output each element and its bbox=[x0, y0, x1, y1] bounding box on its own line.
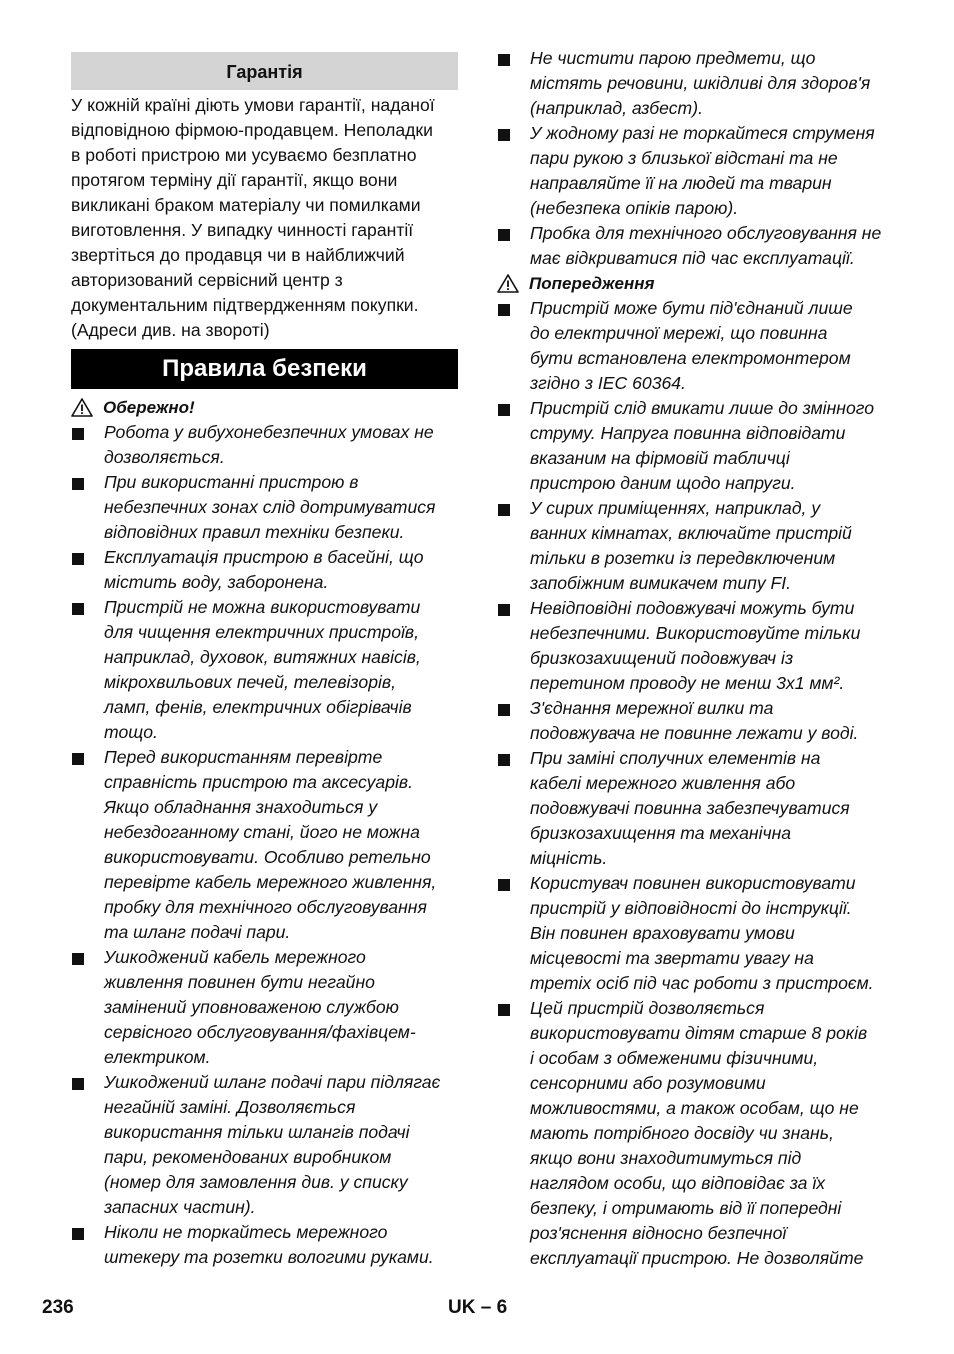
safety-list-item bbox=[497, 596, 889, 696]
safety-item-line: пристрій у відповідності до інструкції. bbox=[530, 898, 852, 918]
safety-list-item bbox=[71, 470, 458, 545]
safety-item-line: для чищення електричних пристроїв, bbox=[104, 622, 419, 642]
safety-item-line: живлення повинен бути негайно bbox=[104, 972, 375, 992]
safety-item-line: перевірте кабель мережного живлення, bbox=[104, 872, 437, 892]
safety-list-item bbox=[497, 121, 889, 221]
safety-item-line: Якщо обладнання знаходиться у bbox=[104, 797, 378, 817]
safety-list-item bbox=[497, 296, 889, 396]
safety-item-line: бути встановлена електромонтером bbox=[530, 348, 851, 368]
safety-item-line: мають потрібного досвіду чи знань, bbox=[530, 1123, 834, 1143]
safety-item-line: Він повинен враховувати умови bbox=[530, 923, 795, 943]
safety-item-line: перетином проводу не менш 3x1 мм². bbox=[530, 673, 845, 693]
safety-item-line: експлуатації пристрою. Не дозволяйте bbox=[530, 1248, 864, 1268]
warranty-line: авторизований сервісний центр з bbox=[71, 270, 343, 290]
safety-item-line: Робота у вибухонебезпечних умовах не bbox=[104, 422, 434, 442]
warranty-text bbox=[71, 93, 458, 343]
safety-item-line: використання тільки шлангів подачі bbox=[104, 1122, 410, 1142]
safety-item-line: містять речовини, шкідливі для здоров'я bbox=[530, 73, 871, 93]
safety-item-line: При використанні пристрою в bbox=[104, 472, 359, 492]
safety-list-item bbox=[497, 396, 889, 496]
safety-item-line: штекеру та розетки вологими руками. bbox=[104, 1247, 434, 1267]
safety-list-item bbox=[71, 1220, 458, 1270]
safety-item-line: ламп, фенів, електричних обігрівачів bbox=[104, 697, 412, 717]
right-column bbox=[497, 46, 889, 1271]
warning-triangle-icon bbox=[71, 398, 93, 417]
safety-list-item bbox=[497, 746, 889, 871]
safety-item-line: тільки в розетки із передвключеним bbox=[530, 548, 836, 568]
square-bullet-icon bbox=[498, 229, 510, 241]
safety-item-line: третіх осіб під час роботи з пристроєм. bbox=[530, 973, 874, 993]
safety-list-item bbox=[497, 46, 889, 121]
warning-triangle-icon bbox=[497, 274, 519, 293]
square-bullet-icon bbox=[498, 604, 510, 616]
safety-item-line: Пристрій не можна використовувати bbox=[104, 597, 421, 617]
safety-list-item bbox=[497, 696, 889, 746]
page-number: 236 bbox=[42, 1297, 74, 1318]
warranty-line: протягом терміну дії гарантії, якщо вони bbox=[71, 170, 398, 190]
warranty-line: виготовлення. У випадку чинності гарантії bbox=[71, 220, 414, 240]
square-bullet-icon bbox=[72, 1228, 84, 1240]
safety-item-line: якщо вони знаходитимуться під bbox=[530, 1148, 802, 1168]
safety-item-line: міцність. bbox=[530, 848, 608, 868]
safety-item-line: Пробка для технічного обслуговування не bbox=[530, 223, 882, 243]
safety-item-line: небезпечними. Використовуйте тільки bbox=[530, 623, 861, 643]
safety-item-line: пари рукою з близької відстані та не bbox=[530, 148, 838, 168]
safety-item-line: Цей пристрій дозволяється bbox=[530, 998, 765, 1018]
safety-item-line: Експлуатація пристрою в басейні, що bbox=[104, 547, 424, 567]
safety-item-line: до електричної мережі, що повинна bbox=[530, 323, 828, 343]
safety-item-line: Пристрій слід вмикати лише до змінного bbox=[530, 398, 874, 418]
square-bullet-icon bbox=[498, 704, 510, 716]
square-bullet-icon bbox=[72, 478, 84, 490]
safety-item-line: використовувати дітям старше 8 років bbox=[530, 1023, 868, 1043]
safety-list-item bbox=[497, 871, 889, 996]
safety-item-line: електриком. bbox=[104, 1047, 211, 1067]
safety-item-line: У жодному разі не торкайтеся струменя bbox=[530, 123, 875, 143]
safety-item-line: направляйте її на людей та тварин bbox=[530, 173, 832, 193]
safety-item-line: містить воду, заборонена. bbox=[104, 572, 329, 592]
square-bullet-icon bbox=[72, 953, 84, 965]
safety-item-line: тощо. bbox=[104, 722, 158, 742]
safety-item-line: (номер для замовлення див. у списку bbox=[104, 1172, 408, 1192]
safety-item-line: вказаним на фірмовій табличці bbox=[530, 448, 790, 468]
safety-item-line: Перед використанням перевірте bbox=[104, 747, 383, 767]
safety-item-line: наприклад, духовок, витяжних навісів, bbox=[104, 647, 421, 667]
caution-label bbox=[71, 395, 458, 420]
safety-item-line: (наприклад, азбест). bbox=[530, 98, 703, 118]
square-bullet-icon bbox=[498, 304, 510, 316]
square-bullet-icon bbox=[72, 753, 84, 765]
safety-item-line: Ушкоджений кабель мережного bbox=[104, 947, 366, 967]
safety-item-line: Не чистити парою предмети, що bbox=[530, 48, 816, 68]
safety-item-line: безпеку, і отримають від її попередні bbox=[530, 1198, 842, 1218]
safety-heading: Правила безпеки bbox=[71, 349, 458, 389]
safety-list-item bbox=[71, 945, 458, 1070]
safety-list-item bbox=[71, 420, 458, 470]
right-safety-list-bottom bbox=[497, 296, 889, 1271]
safety-list-item bbox=[71, 595, 458, 745]
safety-item-line: сенсорними або розумовими bbox=[530, 1073, 766, 1093]
safety-item-line: наглядом особи, що відповідає за їх bbox=[530, 1173, 826, 1193]
safety-item-line: подовжувача не повинне лежати у воді. bbox=[530, 723, 859, 743]
safety-list-item bbox=[71, 545, 458, 595]
warning-label bbox=[497, 271, 889, 296]
warranty-line: (Адреси див. на звороті) bbox=[71, 320, 270, 340]
safety-item-line: Пристрій може бути під'єднаний лише bbox=[530, 298, 853, 318]
safety-item-line: негайній заміні. Дозволяється bbox=[104, 1097, 356, 1117]
safety-item-line: З'єднання мережної вилки та bbox=[530, 698, 774, 718]
right-safety-list-top bbox=[497, 46, 889, 271]
safety-item-line: бризкозахищення та механічна bbox=[530, 823, 792, 843]
safety-item-line: подовжувачі повинна забезпечуватися bbox=[530, 798, 850, 818]
safety-item-line: пари, рекомендованих виробником bbox=[104, 1147, 392, 1167]
safety-item-line: місцевості та звертати увагу на bbox=[530, 948, 814, 968]
square-bullet-icon bbox=[72, 553, 84, 565]
safety-item-line: замінений уповноваженою службою bbox=[104, 997, 399, 1017]
square-bullet-icon bbox=[498, 129, 510, 141]
safety-item-line: можливостями, а також особам, що не bbox=[530, 1098, 859, 1118]
warning-text: Попередження bbox=[529, 274, 655, 293]
left-safety-list bbox=[71, 420, 458, 1270]
square-bullet-icon bbox=[498, 754, 510, 766]
safety-item-line: згідно з IEC 60364. bbox=[530, 373, 686, 393]
square-bullet-icon bbox=[498, 54, 510, 66]
safety-item-line: та шланг подачі пари. bbox=[104, 922, 291, 942]
warranty-line: відповідною фірмою-продавцем. Неполадки bbox=[71, 120, 433, 140]
safety-item-line: відповідних правил техніки безпеки. bbox=[104, 522, 405, 542]
left-column bbox=[71, 52, 458, 1270]
square-bullet-icon bbox=[498, 504, 510, 516]
safety-item-line: запасних частин). bbox=[104, 1197, 256, 1217]
safety-item-line: сервісного обслуговування/фахівцем- bbox=[104, 1022, 416, 1042]
safety-list-item bbox=[497, 221, 889, 271]
square-bullet-icon bbox=[72, 1078, 84, 1090]
square-bullet-icon bbox=[498, 1004, 510, 1016]
safety-list-item bbox=[71, 745, 458, 945]
safety-item-line: (небезпека опіків парою). bbox=[530, 198, 739, 218]
safety-item-line: пристрою даним щодо напруги. bbox=[530, 473, 796, 493]
warranty-line: звертіться до продавця чи в найближчий bbox=[71, 245, 405, 265]
safety-item-line: і особам з обмеженими фізичними, bbox=[530, 1048, 819, 1068]
warranty-line: У кожній країні діють умови гарантії, наданої bbox=[71, 95, 435, 115]
warranty-line: документальним підтвердженням покупки. bbox=[71, 295, 419, 315]
safety-item-line: струму. Напруга повинна відповідати bbox=[530, 423, 846, 443]
safety-item-line: У сирих приміщеннях, наприклад, у bbox=[530, 498, 821, 518]
section-label: UK – 6 bbox=[448, 1297, 508, 1318]
square-bullet-icon bbox=[72, 603, 84, 615]
warranty-heading: Гарантія bbox=[71, 52, 458, 90]
safety-item-line: мікрохвильових печей, телевізорів, bbox=[104, 672, 396, 692]
safety-item-line: справність пристрою та аксесуарів. bbox=[104, 772, 413, 792]
safety-item-line: Ніколи не торкайтесь мережного bbox=[104, 1222, 388, 1242]
safety-item-line: має відкриватися під час експлуатації. bbox=[530, 248, 855, 268]
safety-item-line: кабелі мережного живлення або bbox=[530, 773, 796, 793]
safety-item-line: Ушкоджений шланг подачі пари підлягає bbox=[104, 1072, 441, 1092]
caution-text: Обережно! bbox=[103, 398, 195, 417]
safety-item-line: Користувач повинен використовувати bbox=[530, 873, 856, 893]
warranty-line: викликані браком матеріалу чи помилками bbox=[71, 195, 421, 215]
safety-item-line: ванних кімнатах, включайте пристрій bbox=[530, 523, 852, 543]
safety-item-line: запобіжним вимикачем типу FI. bbox=[530, 573, 792, 593]
safety-item-line: роз'яснення відносно безпечної bbox=[530, 1223, 787, 1243]
safety-list-item bbox=[497, 496, 889, 596]
safety-list-item bbox=[497, 996, 889, 1271]
square-bullet-icon bbox=[72, 428, 84, 440]
safety-item-line: пробку для технічного обслуговування bbox=[104, 897, 427, 917]
safety-list-item bbox=[71, 1070, 458, 1220]
square-bullet-icon bbox=[498, 879, 510, 891]
safety-item-line: небездоганному стані, його не можна bbox=[104, 822, 420, 842]
safety-item-line: дозволяється. bbox=[104, 447, 225, 467]
safety-item-line: використовувати. Особливо ретельно bbox=[104, 847, 431, 867]
warranty-line: в роботі пристрою ми усуваємо безплатно bbox=[71, 145, 417, 165]
safety-item-line: Невідповідні подовжувачі можуть бути bbox=[530, 598, 855, 618]
safety-item-line: При заміні сполучних елементів на bbox=[530, 748, 821, 768]
safety-item-line: бризкозахищений подовжувач із bbox=[530, 648, 794, 668]
safety-item-line: небезпечних зонах слід дотримуватися bbox=[104, 497, 436, 517]
square-bullet-icon bbox=[498, 404, 510, 416]
